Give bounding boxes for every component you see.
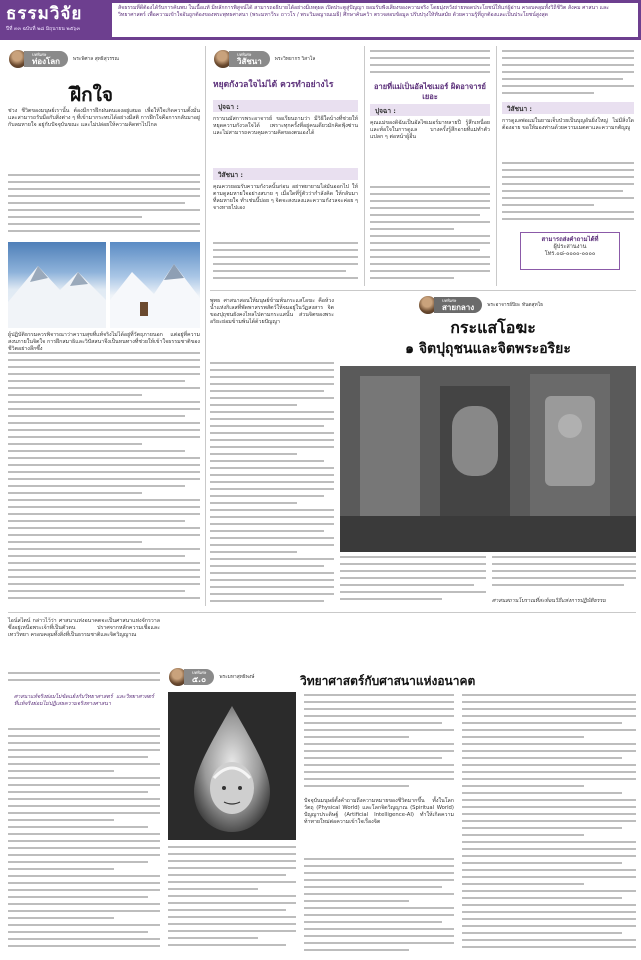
column-divider xyxy=(496,46,497,286)
column-kicker: บทพิเศษ xyxy=(442,298,457,303)
col3-title: อายที่แม่เป็นอัลไซเมอร์ ผิดอาจารย์เยอะ xyxy=(374,82,486,101)
column-divider xyxy=(364,46,365,286)
column-tag xyxy=(24,51,68,67)
section-divider xyxy=(210,290,636,291)
photo-caption: ศาสนสถานโบราณที่สะท้อนวิถีแห่งการปฏิบัติธรรม xyxy=(492,598,606,604)
column-name: สายกลาง xyxy=(442,303,475,312)
col3-top-lines xyxy=(370,50,490,80)
masthead-description: สัจธรรมที่ดีต้องได้รับการค้นพบ ในเนื้อแท้ มีหลักการพิสูจน์ได้ สามารถอธิบายได้อย่างมีเหตุผล เปิดประตูสู่ปัญญา ยอมรับฟังเสียงของความจริง โดยมุ่งหวังถ่ายทอดประโยชน์ให้แก่ผู้อ่าน ครอบคลุมทั้งวิถีชีวิต สังคม ศาสนา และวิทยาศาสตร์ เพื่อความเข้าใจอันถูกต้องของพระพุทธศาสนา (พระมหาวีระ ถาวโร / พระวิมลญาณเมธี) ศึกษาค้นคว้า ตรวจสอบข้อมูล ปรับปรุงให้ทันสมัย ด้วยความรู้ที่ถูกต้องและเป็นประโยชน์สูงสุด xyxy=(112,3,638,37)
qa-title: หยุดกังวลใจไม่ได้ ควรทำอย่างไร xyxy=(213,80,334,90)
column-name: วิสัชนา xyxy=(237,57,262,66)
column-kicker: บทพิเศษ xyxy=(192,670,207,675)
temple-photo xyxy=(340,366,636,552)
contact-phone[interactable]: โทร.๐๘-๐๐๐๐-๐๐๐๐ xyxy=(544,251,596,257)
column-kicker: บทพิเศษ xyxy=(32,52,47,57)
author-tab-bottom xyxy=(168,666,254,688)
masthead-title-block xyxy=(0,0,112,40)
snow-mountain-photo-1 xyxy=(8,242,106,328)
contact-line-1: สามารถส่งคำถามได้ที่ xyxy=(541,236,599,243)
feature-title-1: กระแสโอฆะ xyxy=(450,318,536,337)
feature-body-lines xyxy=(210,362,334,607)
article-title: ฝึกใจ xyxy=(70,84,114,106)
article-body-lines xyxy=(8,174,200,240)
feature-lines-a xyxy=(340,556,486,608)
answer-text: คุณควรยอมรับความกังวลนั้นก่อน อย่าพยายามไล่มันออกไป ให้ตามดูลมหายใจอย่างสบาย ๆ เมื่อใดที่รู้ตัวว่ากำลังคิด ให้กลับมาที่ลมหายใจ ทำเช่นนี้บ่อย ๆ จิตจะสงบลงและความกังวลจะค่อย ๆ จางหายไปเอง xyxy=(213,184,358,211)
question-label: ปุจฉา : xyxy=(213,100,358,112)
contact-box xyxy=(520,232,620,270)
einstein-drop-photo xyxy=(168,692,296,840)
temple-icon xyxy=(340,366,636,552)
column-tag xyxy=(184,669,214,685)
col4-answer-text: การดูแลพ่อแม่ในยามเจ็บป่วยเป็นบุญอันยิ่งใหญ่ ไม่มีสิ่งใดต้องอาย ขอให้มองท่านด้วยความเมตตาและความกตัญญู xyxy=(502,118,634,131)
feature-title-2: ๑ จิตปุถุชนและจิตพระอริยะ xyxy=(405,341,571,357)
column-divider xyxy=(205,46,206,606)
author-name: พระมหาสุทธิพงษ์ xyxy=(219,675,255,680)
bottom-lines-0 xyxy=(8,672,160,690)
article-body-lines-2 xyxy=(8,352,200,607)
column-name: ท่องโลก xyxy=(32,57,61,66)
column-name: ๕.๐ xyxy=(192,675,206,684)
bottom-body-lines-2 xyxy=(168,846,296,956)
answer-body-lines xyxy=(213,242,358,284)
snow-mountain-photo-2 xyxy=(110,242,200,328)
article-lead: ช่วง ชีวิตของมนุษย์เรานั้น ต้องมีการฝึกฝนตนเองอยู่เสมอ เพื่อให้ใจเกิดความตั้งมั่นและสามารถรับมือกับสิ่งต่าง ๆ ที่เข้ามากระทบได้อย่างมีสติ การฝึกใจคือการกลับมาอยู่กับลมหายใจ อยู่กับปัจจุบันขณะ และไม่ปล่อยให้ความคิดพาไปไกล xyxy=(8,108,200,128)
col4-lines xyxy=(502,50,634,100)
mountain-icon xyxy=(110,242,200,328)
col4-answer-label: วิสัชนา : xyxy=(502,102,634,114)
water-drop-icon xyxy=(168,692,296,840)
col3-question-label: ปุจฉา : xyxy=(370,104,490,116)
feature-lead: พุทธ ศาสนาสอนให้มนุษย์ข้ามพ้นกระแสโอฆะ คือห้วงน้ำแห่งกิเลสที่พัดพาสรรพสัตว์ให้จมอยู่ในวัฏสงสาร จิตของปุถุชนยังคงไหลไปตามกระแสนั้น ส่วนจิตของพระอริยะย่อมข้ามพ้นได้ด้วยปัญญา xyxy=(210,298,334,325)
bottom-title: วิทยาศาสตร์กับศาสนาแห่งอนาคต xyxy=(300,674,476,688)
author-name: พระวิทยากร วิสาโล xyxy=(274,57,316,62)
section-divider xyxy=(8,612,636,613)
bottom-body: ปัจจุบันมนุษย์ตั้งคำถามถึงความหมายของชีวิตมากขึ้น ทั้งในโลกวัตถุ (Physical World) และโลกจิตวิญญาณ (Spiritual World) ปัญญาประดิษฐ์ (Artificial Intelligence-AI) ทำให้เกิดความท้าทายใหม่ต่อความเข้าใจเรื่องจิต xyxy=(304,798,454,825)
contact-line-2: ผู้ประสานงาน xyxy=(553,244,587,250)
bottom-body-lines-1 xyxy=(8,728,160,956)
question-text: กราบนมัสการพระอาจารย์ ขอเรียนถามว่า มีวิธีใดบ้างที่ช่วยให้หยุดความกังวลใจได้ เพราะทุกครั้งที่อยู่คนเดียวมักคิดฟุ้งซ่านและไม่สามารถควบคุมความคิดของตนเองได้ xyxy=(213,116,358,136)
feature-lines-b xyxy=(492,556,636,596)
column-tag xyxy=(229,51,270,67)
author-name: พระอาจารย์ปิยะ ทันตสุทโธ xyxy=(487,303,544,308)
answer-label: วิสัชนา : xyxy=(213,168,358,180)
issue-info: ปีที่ ๓๓ ฉบับที่ ๒๘ มิถุนายน ๒๕๖๓ xyxy=(6,26,81,32)
author-tab-mid xyxy=(418,294,543,316)
col3-question-text: คุณแม่ของดิฉันเป็นอัลไซเมอร์มาหลายปี รู้สึกเหนื่อยและท้อใจในการดูแล บางครั้งรู้สึกอายที่แม่ทำตัวแปลก ๆ ต่อหน้าผู้อื่น xyxy=(370,120,490,140)
column-tag xyxy=(434,297,482,313)
col3-body-lines xyxy=(370,186,490,284)
bottom-quote: ศาสนาแท้จริงย่อมไม่ขัดแย้งกับวิทยาศาสตร์ และวิทยาศาสตร์ที่แท้จริงย่อมไม่ปฏิเสธความจริงทางศาสนา xyxy=(14,694,154,707)
author-tab-col1 xyxy=(8,48,119,70)
bottom-body-lines-5 xyxy=(462,694,636,956)
bottom-body-lines-3 xyxy=(304,694,454,794)
column-kicker: บทพิเศษ xyxy=(237,52,252,57)
bottom-lead: ไอน์สไตน์ กล่าวไว้ว่า ศาสนาแห่งอนาคตจะเป็นศาสนาแห่งจักรวาล ซึ่งอยู่เหนือพระเจ้าที่เป็นตัวตน ปราศจากหลักความเชื่อและเทววิทยา ครอบคลุมทั้งสิ่งที่เป็นธรรมชาติและจิตวิญญาณ xyxy=(8,618,160,638)
author-tab-col2 xyxy=(213,48,315,70)
bottom-body-lines-4 xyxy=(304,858,454,956)
masthead xyxy=(0,0,641,40)
col4-body-lines xyxy=(502,162,634,226)
article-body: ผู้ปฏิบัติธรรมควรพิจารณาว่าความสุขที่แท้จริงไม่ได้อยู่ที่วัตถุภายนอก แต่อยู่ที่ความสงบภายในจิตใจ การฝึกสมาธิและวิปัสสนาจึงเป็นหนทางที่ช่วยให้เข้าใจธรรมชาติของชีวิตอย่างลึกซึ้ง xyxy=(8,332,200,352)
mountain-icon xyxy=(8,242,106,328)
author-name: พระพิศาล สุทธิสุวรรณ xyxy=(73,57,119,62)
publication-title: ธรรมวิจัย xyxy=(6,4,83,24)
